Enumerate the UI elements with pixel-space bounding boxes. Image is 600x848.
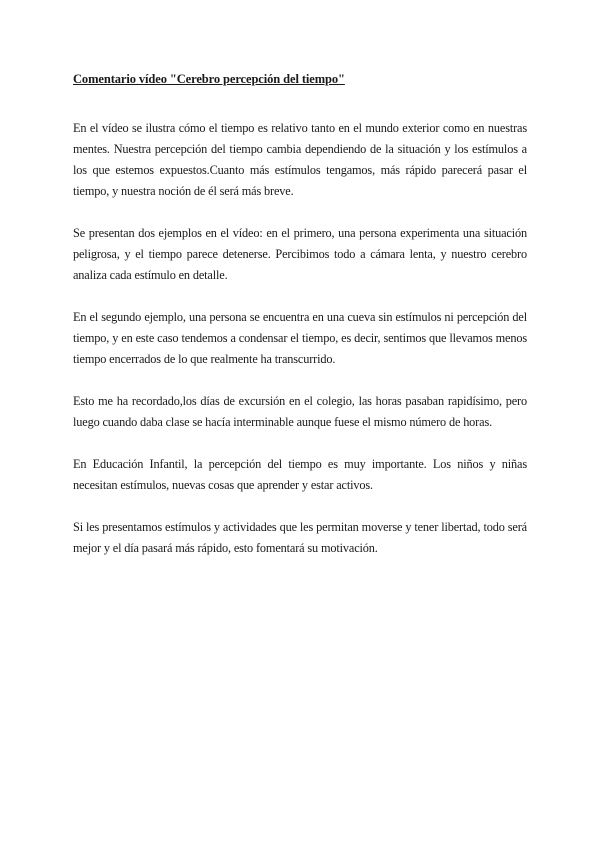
document-body — [73, 118, 527, 580]
paragraph-4: Esto me ha recordado,los días de excursión en el colegio, las horas pasaban rapidísimo, pero luego cuando daba clase se hacía interminable aunque fuese el mismo número de horas. — [73, 394, 527, 429]
paragraph-5: En Educación Infantil, la percepción del tiempo es muy importante. Los niños y niñas necesitan estímulos, nuevas cosas que aprender y estar activos. — [73, 457, 527, 492]
document-title: Comentario vídeo "Cerebro percepción del tiempo" — [73, 72, 345, 86]
paragraph-1: En el vídeo se ilustra cómo el tiempo es relativo tanto en el mundo exterior como en nuestras mentes. Nuestra percepción del tiempo cambia dependiendo de la situación y los estímulos a los que estemos expuestos.Cuanto más estímulos tengamos, más rápido parecerá pasar el tiempo, y nuestra noción de él será más breve. — [73, 121, 527, 198]
paragraph-2: Se presentan dos ejemplos en el vídeo: en el primero, una persona experimenta una situación peligrosa, y el tiempo parece detenerse. Percibimos todo a cámara lenta, y nuestro cerebro analiza cada estímulo en detalle. — [73, 226, 527, 282]
paragraph-3: En el segundo ejemplo, una persona se encuentra en una cueva sin estímulos ni percepción del tiempo, y en este caso tendemos a condensar el tiempo, es decir, sentimos que llevamos menos tiempo encerrados de lo que realmente ha transcurrido. — [73, 310, 527, 366]
paragraph-6: Si les presentamos estímulos y actividades que les permitan moverse y tener libertad, todo será mejor y el día pasará más rápido, esto fomentará su motivación. — [73, 520, 527, 555]
